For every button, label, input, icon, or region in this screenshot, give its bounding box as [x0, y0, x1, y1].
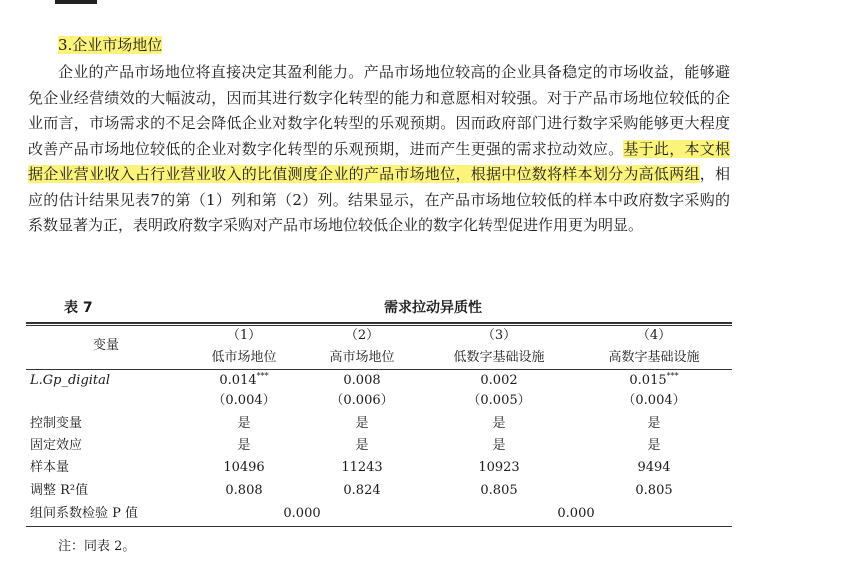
- paragraph-text-1: 企业的产品市场地位将直接决定其盈利能力。产品市场地位较高的企业具备稳定的市场收益，能够避免企业经营绩效的大幅波动，因而其进行数字化转型的能力和意愿相对较强。对于产品市场地位较低的企业而言，市场需求的不足会降低企业对数字化转型的乐观预期。因而政府部门进行数字采购能够更大程度改善产品市场地位较低的企业对数字化转型的乐观预期，进而产生更强的需求拉动效应。: [28, 63, 730, 158]
- row-label-ptest: 组间系数检验 P 值: [30, 506, 139, 521]
- n-col3: 10923: [478, 460, 520, 475]
- coef-col1: 0.014***: [219, 371, 269, 388]
- se-col1: （0.004）: [212, 393, 276, 408]
- cropped-previous-text: [55, 0, 125, 4]
- se-col2: （0.006）: [330, 393, 394, 408]
- controls-col3: 是: [492, 416, 506, 431]
- fixed-col2: 是: [355, 438, 369, 453]
- row-label-coef: L.Gp_digital: [30, 373, 111, 388]
- col4-number: （4）: [636, 328, 672, 343]
- section-heading-text: 3.企业市场地位: [58, 36, 163, 54]
- header-variable: 变量: [92, 338, 119, 353]
- ptest-col12: 0.000: [283, 506, 321, 521]
- r2-col2: 0.824: [343, 483, 381, 498]
- row-label-r2: 调整 R²值: [30, 483, 89, 498]
- r2-col3: 0.805: [480, 483, 518, 498]
- table-top-rule: [26, 322, 732, 324]
- col3-name: 低数字基础设施: [453, 350, 545, 365]
- controls-col2: 是: [355, 416, 369, 431]
- col1-number: （1）: [226, 328, 262, 343]
- paragraph-highlighted-text: 基于此，本文根据企业营业收入占行业营业收入的比值测度企业的产品市场地位，根据中位数将样本划分为高低两组: [28, 139, 730, 183]
- r2-col4: 0.805: [635, 483, 673, 498]
- fixed-col1: 是: [237, 438, 251, 453]
- table-note: 注：同表 2。: [58, 539, 136, 554]
- table-title: 需求拉动异质性: [384, 300, 482, 316]
- se-col4: （0.004）: [622, 393, 686, 408]
- coef-col2: 0.008: [343, 373, 381, 388]
- row-label-controls: 控制变量: [30, 416, 83, 431]
- n-col1: 10496: [223, 460, 265, 475]
- table-header-rule: [26, 369, 732, 370]
- col3-number: （3）: [481, 328, 517, 343]
- col2-number: （2）: [344, 328, 380, 343]
- col2-name: 高市场地位: [329, 350, 395, 365]
- col1-name: 低市场地位: [211, 350, 277, 365]
- coef-col3: 0.002: [480, 373, 518, 388]
- section-heading: [58, 34, 162, 56]
- coef-col4: 0.015***: [629, 371, 679, 388]
- r2-col1: 0.808: [225, 483, 263, 498]
- row-label-fixed: 固定效应: [30, 438, 83, 453]
- fixed-col3: 是: [492, 438, 506, 453]
- row-label-n: 样本量: [30, 460, 70, 475]
- fixed-col4: 是: [647, 438, 661, 453]
- table-top-rule-thin: [26, 325, 732, 326]
- paragraph-text-2: ，相应的估计结果见表7的第（1）列和第（2）列。结果显示，在产品市场地位较低的样本中政府数字采购的系数显著为正，表明政府数字采购对产品市场地位较低企业的数字化转型促进作用更为明显。: [28, 165, 730, 234]
- table-label: 表 7: [64, 300, 93, 316]
- table-bottom-rule: [26, 526, 732, 527]
- col4-name: 高数字基础设施: [608, 350, 700, 365]
- ptest-col34: 0.000: [557, 506, 595, 521]
- se-col3: （0.005）: [467, 393, 531, 408]
- n-col4: 9494: [637, 460, 671, 475]
- body-paragraph: [28, 60, 730, 239]
- n-col2: 11243: [341, 460, 383, 475]
- controls-col1: 是: [237, 416, 251, 431]
- controls-col4: 是: [647, 416, 661, 431]
